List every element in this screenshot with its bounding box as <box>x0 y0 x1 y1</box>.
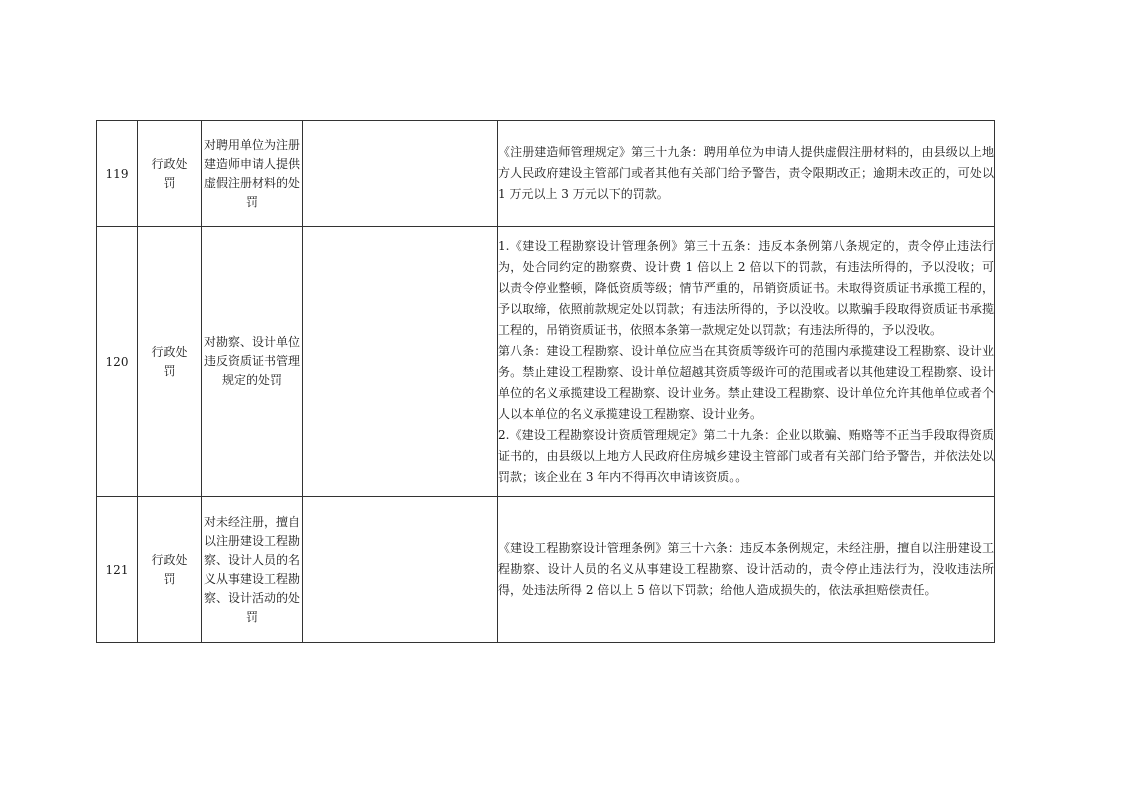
legal-basis <box>498 227 995 497</box>
legal-basis <box>498 497 995 643</box>
penalty-item: 对聘用单位为注册建造师申请人提供虚假注册材料的处罚 <box>202 121 303 227</box>
basis-paragraph: 《建设工程勘察设计管理条例》第三十六条：违反本条例规定，未经注册，擅自以注册建设工程勘察、设计人员的名义从事建设工程勘察、设计活动的，责令停止违法行为，没收违法所得，处违法所得 2 倍以上 5 倍以下罚款；给他人造成损失的，依法承担赔偿责任。 <box>498 541 994 597</box>
legal-basis <box>498 121 995 227</box>
table-row <box>97 497 995 643</box>
penalty-type: 行政处 罚 <box>138 227 202 497</box>
basis-paragraph: 《注册建造师管理规定》第三十九条：聘用单位为申请人提供虚假注册材料的，由县级以上地方人民政府建设主管部门或者其他有关部门给予警告，责令限期改正；逾期未改正的，可处以 1 万元以上 3 万元以下的罚款。 <box>498 145 994 201</box>
table-row <box>97 121 995 227</box>
penalty-item: 对勘察、设计单位违反资质证书管理规定的处罚 <box>202 227 303 497</box>
penalty-item: 对未经注册，擅自以注册建设工程勘察、设计人员的名义从事建设工程勘察、设计活动的处罚 <box>202 497 303 643</box>
empty-cell <box>303 227 498 497</box>
table-row <box>97 227 995 497</box>
row-number: 120 <box>97 227 138 497</box>
penalty-table <box>96 120 995 643</box>
penalty-type: 行政处 罚 <box>138 121 202 227</box>
penalty-type: 行政处 罚 <box>138 497 202 643</box>
basis-paragraph: 1.《建设工程勘察设计管理条例》第三十五条：违反本条例第八条规定的，责令停止违法行为，处合同约定的勘察费、设计费 1 倍以上 2 倍以下的罚款，有违法所得的，予以没收；可以责令停业整顿，降低资质等级；情节严重的，吊销资质证书。未取得资质证书承揽工程的，予以取缔，依照前款规定处以罚款；有违法所得的，予以没收。以欺骗手段取得资质证书承揽工程的，吊销资质证书，依照本条第一款规定处以罚款；有违法所得的，予以没收。 <box>498 238 994 337</box>
basis-paragraph: 2.《建设工程勘察设计资质管理规定》第二十九条：企业以欺骗、贿赂等不正当手段取得资质证书的，由县级以上地方人民政府住房城乡建设主管部门或者有关部门给予警告，并依法处以罚款；该企业在 3 年内不得再次申请该资质。。 <box>498 427 994 484</box>
empty-cell <box>303 121 498 227</box>
row-number: 119 <box>97 121 138 227</box>
empty-cell <box>303 497 498 643</box>
row-number: 121 <box>97 497 138 643</box>
basis-paragraph: 第八条：建设工程勘察、设计单位应当在其资质等级许可的范围内承揽建设工程勘察、设计业务。禁止建设工程勘察、设计单位超越其资质等级许可的范围或者以其他建设工程勘察、设计单位的名义承揽建设工程勘察、设计业务。禁止建设工程勘察、设计单位允许其他单位或者个人以本单位的名义承揽建设工程勘察、设计业务。 <box>498 343 994 421</box>
